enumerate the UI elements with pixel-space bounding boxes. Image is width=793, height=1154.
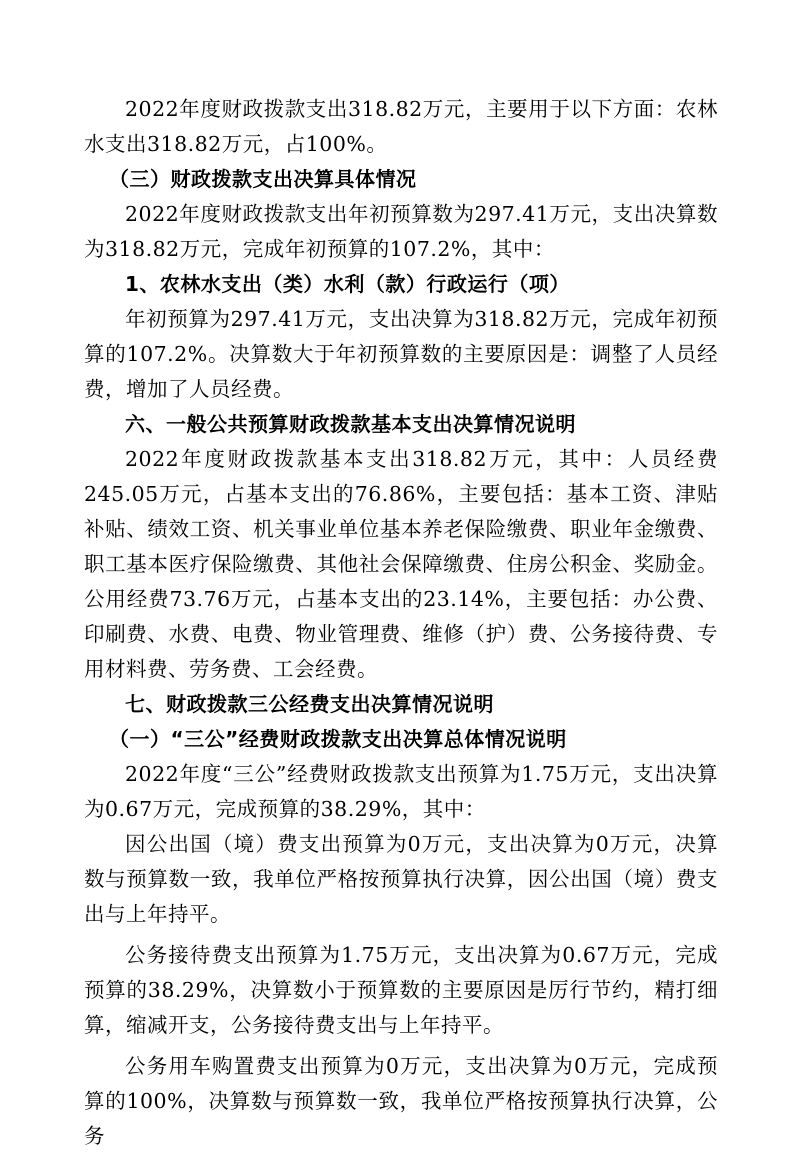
paragraph-expenditure-summary: 2022年度财政拨款支出318.82万元，主要用于以下方面：农林水支出318.82万元，占100%。 [84, 97, 718, 156]
paragraph-basic-expenditure: 2022年度财政拨款基本支出318.82万元，其中：人员经费245.05万元，占基本支出的76.86%，主要包括：基本工资、津贴补贴、绩效工资、机关事业单位基本养老保险缴费、职业年金缴费、职工基本医疗保险缴费、其他社会保障缴费、住房公积金、奖励金。公用经费73.76万元，占基本支出的23.14%，主要包括：办公费、印刷费、水费、电费、物业管理费、维修（护）费、公务接待费、专用材料费、劳务费、工会经费。 [84, 447, 718, 681]
heading-section-six: 六、一般公共预算财政拨款基本支出决算情况说明 [125, 412, 576, 436]
paragraph-vehicle-purchase: 公务用车购置费支出预算为0万元，支出决算为0万元，完成预算的100%，决算数与预算数一致，我单位严格按预算执行决算，公务 [84, 1054, 718, 1148]
heading-section-3: （三）财政拨款支出决算具体情况 [109, 167, 417, 191]
paragraph-three-public-summary: 2022年度“三公”经费财政拨款支出预算为1.75万元，支出决算为0.67万元，完成预算的38.29%，其中： [84, 762, 718, 821]
document-body [84, 92, 718, 1154]
paragraph-official-reception: 公务接待费支出预算为1.75万元，支出决算为0.67万元，完成预算的38.29%，决算数小于预算数的主要原因是厉行节约，精打细算，缩减开支，公务接待费支出与上年持平。 [84, 943, 718, 1037]
paragraph-overseas-travel: 因公出国（境）费支出预算为0万元，支出决算为0万元，决算数与预算数一致，我单位严格按预算执行决算，因公出国（境）费支出与上年持平。 [84, 832, 718, 926]
paragraph-item-1-detail: 年初预算为297.41万元，支出决算为318.82万元，完成年初预算的107.2%。决算数大于年初预算数的主要原因是：调整了人员经费，增加了人员经费。 [84, 307, 718, 401]
heading-item-1: 1、农林水支出（类）水利（款）行政运行（项） [125, 272, 570, 296]
heading-section-seven-1: （一）“三公”经费财政拨款支出决算总体情况说明 [109, 727, 567, 751]
paragraph-budget-overview: 2022年度财政拨款支出年初预算数为297.41万元，支出决算数为318.82万元，完成年初预算的107.2%，其中： [84, 202, 718, 261]
heading-section-seven: 七、财政拨款三公经费支出决算情况说明 [125, 692, 494, 716]
